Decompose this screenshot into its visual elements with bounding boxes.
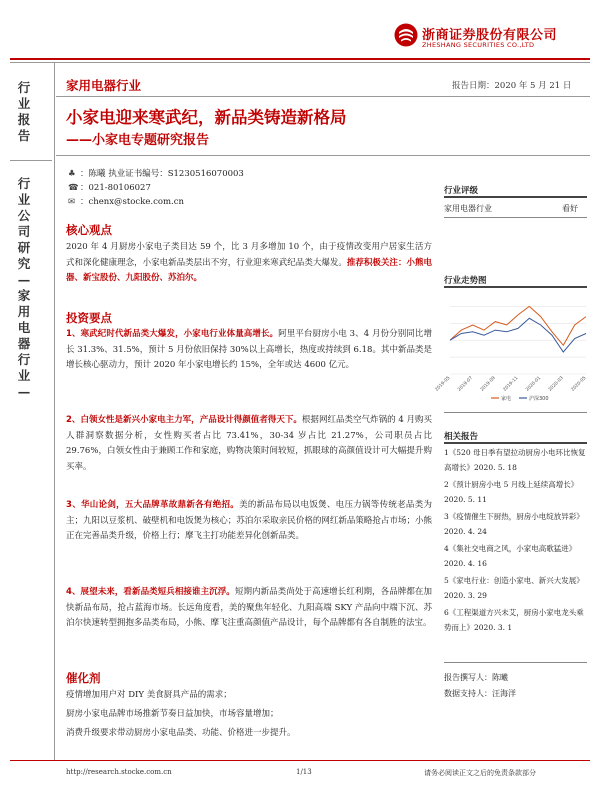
report-date: 报告日期：2020 年 5 月 21 日 <box>452 81 572 91</box>
trend-chart <box>434 292 590 404</box>
investment-item-lead: 1、寒武纪时代新品类大爆发，小家电行业体量高增长。 <box>66 329 279 339</box>
investment-item-lead: 4、展望未来，看新品类短兵相接谁主沉浮。 <box>66 587 235 597</box>
email-icon: ✉ <box>68 197 76 207</box>
header-rule-thin <box>10 62 590 63</box>
company-name-en: ZHESHANG SECURITIES CO.,LTD <box>422 41 535 49</box>
related-item[interactable]: 1《520 母日季有望拉动厨房小电环比恢复高增长》2020. 5. 18 <box>444 448 586 472</box>
investment-item-text: 根据网红品类空气炸锅的 4 月购买人群洞察数据分析，女性购买者占比 73.41%，30-34 岁占比 21.27%，公司职员占比 29.76%，白领女性由于兼顾工作和家庭，购物决策时间较短，抓眼球的高颜值设计可大幅提升购买率。 <box>66 415 432 472</box>
company-logo-icon <box>394 23 418 47</box>
side-divider <box>10 160 52 161</box>
related-heading: 相关报告 <box>444 432 479 442</box>
industry-title: 家用电器行业 <box>66 78 142 93</box>
investment-item-lead: 2、白领女性是新兴小家电主力军，产品设计得颜值者得天下。 <box>66 415 302 425</box>
contact-analyst <box>68 167 244 179</box>
investment-item-lead: 3、华山论剑，五大品牌革故鼎新各有绝招。 <box>66 500 240 510</box>
user-icon: ♣ <box>68 169 76 179</box>
title-underline <box>56 155 590 156</box>
chart-x-tick-label: 2019-05 <box>434 375 452 393</box>
investment-item-text: 美的新品布局以电饭煲、电压力锅等传统老品类为主；九阳以豆浆机、破壁机和电饭煲为核心；苏泊尔采取亲民价格的网红新品策略抢占市场；小熊正在完善品类升级，价格上行；摩飞主打功能差异化创新品类。 <box>66 500 432 541</box>
data-supporter: 数据支持人：汪海洋 <box>444 689 516 698</box>
chart-x-tick-label: 2020-01 <box>525 375 543 393</box>
related-item[interactable]: 6《工程渠道方兴未艾，厨房小家电龙头乘势而上》2020. 3. 1 <box>444 608 584 632</box>
contact-email <box>68 195 184 207</box>
investment-heading: 投资要点 <box>66 311 112 325</box>
core-text: 2020 年 4 月厨房小家电子类目达 59 个，比 3 月多增加 10 个，由于疫情改变用户居家生活方式和深化健康理念，小家电新品类层出不穷，行业迎来寒武纪品类大爆发。 <box>66 242 432 268</box>
rating-industry: 家用电器行业 <box>444 204 492 213</box>
report-writer: 报告撰写人：陈曦 <box>444 673 508 682</box>
related-item[interactable]: 3《疫情催生下厨热，厨房小电绽放异彩》2020. 4. 24 <box>444 512 584 536</box>
chart-legend-label: 沪深300 <box>529 396 549 402</box>
footer-rule <box>10 760 590 761</box>
phone-text: ：021-80106027 <box>80 183 151 193</box>
chart-x-tick-label: 2019-07 <box>457 375 475 393</box>
investment-item <box>66 413 432 475</box>
footer-url[interactable]: http://research.stocke.com.cn <box>66 768 172 776</box>
phone-icon: ☎ <box>68 183 79 193</box>
footer-disclaimer-note: 请务必阅读正文之后的免责条款部分 <box>424 769 536 777</box>
investment-item <box>66 498 432 545</box>
core-paragraph <box>66 240 432 287</box>
related-item[interactable]: 5《家电行业：创造小家电、新兴大发展》2020. 3. 29 <box>444 576 584 600</box>
report-title: 小家电迎来寒武纪，新品类铸造新格局 <box>66 108 347 127</box>
catalyst-item: 消费升级要求带动厨房小家电品类、功能、价格进一步提升。 <box>66 728 296 738</box>
core-recommend: 推荐积极关注：小熊电器、新宝股份、九阳股份、苏泊尔。 <box>66 257 432 283</box>
related-item[interactable]: 2《预计厨房小电 5 月线上延续高增长》2020. 5. 11 <box>444 480 579 504</box>
chart-x-tick-label: 2020-03 <box>547 375 565 393</box>
catalyst-heading: 催化剂 <box>66 671 101 685</box>
rating-value: 看好 <box>562 204 578 213</box>
footer-page-number: 1/13 <box>296 768 312 776</box>
chart-bottom-rule <box>444 412 587 413</box>
contact-phone <box>68 181 151 193</box>
core-heading: 核心观点 <box>66 223 112 237</box>
header-rule <box>10 58 590 60</box>
email-text[interactable]: ：chenx@stocke.com.cn <box>80 197 184 207</box>
investment-item-text: 短期内新品类尚处于高速增长红利期，各品牌都在加快新品布局，抢占蓝海市场。长远角度看，美的聚焦年轻化、九阳高端 SKY 产品向中端下沉、苏泊尔快速转型拥抱多品类布局，小熊、摩飞注重高颜值产品设计，每个品牌都有各自制胜的法宝。 <box>66 587 432 628</box>
catalyst-item: 厨房小家电品牌市场推新节奏日益加快，市场容量增加； <box>66 709 279 719</box>
chart-legend-label: 家电 <box>501 396 512 402</box>
title-divider <box>56 96 590 97</box>
related-bottom-rule <box>444 662 587 663</box>
investment-item-text: 阿里平台厨房小电 3、4 月份分别同比增长 31.3%、31.5%，预计 5 月份依旧保持 30%以上高增长，热度或持续到 6.18。其中新品类是增长核心驱动力，预计 2020 年小家电增长约 15%，全年或达 4600 亿元。 <box>66 329 432 370</box>
side-label-report-type: 行业报告 <box>17 80 31 143</box>
trend-rule <box>444 286 587 288</box>
chart-x-tick-label: 2019-11 <box>502 375 520 393</box>
chart-x-tick-label: 2019-09 <box>479 375 497 393</box>
side-label-category: 行业公司研究—家用电器行业— <box>17 176 31 399</box>
rating-rule <box>444 196 587 198</box>
investment-item <box>66 585 432 632</box>
chart-x-tick-label: 2020-05 <box>570 375 588 393</box>
catalyst-item: 疫情增加用户对 DIY 美食厨具产品的需求； <box>66 690 232 700</box>
analyst-text: ：陈曦 执业证书编号：S1230516070003 <box>80 169 244 179</box>
company-name-cn: 浙商证券股份有限公司 <box>422 28 558 43</box>
chart-series-line <box>450 306 586 345</box>
rating-heading: 行业评级 <box>444 186 479 196</box>
side-vertical-line <box>54 63 55 760</box>
trend-heading: 行业走势图 <box>444 276 487 286</box>
investment-item <box>66 327 432 374</box>
related-item[interactable]: 4《集社交电商之风，小家电高歌猛进》2020. 4. 16 <box>444 544 577 568</box>
report-subtitle: ——小家电专题研究报告 <box>66 133 210 148</box>
related-rule <box>444 442 587 444</box>
rating-bottom-rule <box>444 217 587 218</box>
